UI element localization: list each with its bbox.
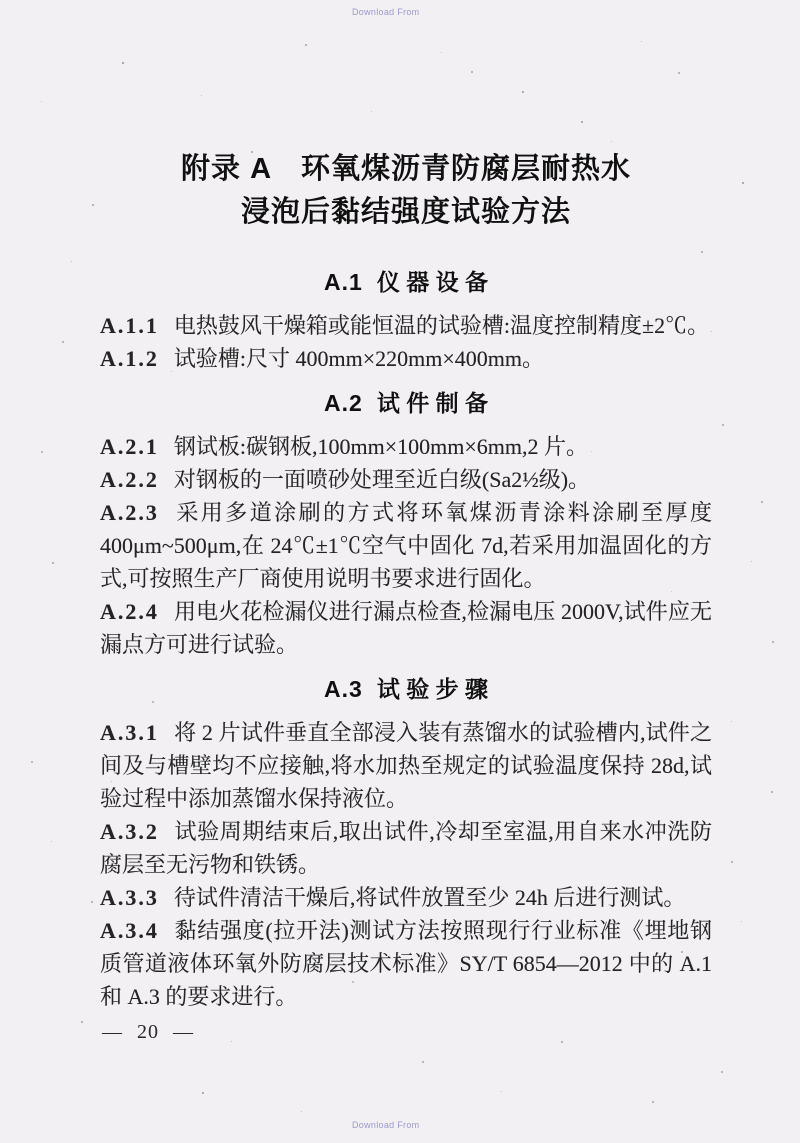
scan-noise-speckles-light [0,0,1,1]
section-a2 [100,387,712,661]
clause-text: 采用多道涂刷的方式将环氧煤沥青涂料涂刷至厚度 400μm~500μm,在 24℃±1℃空气中固化 7d,若采用加温固化的方式,可按照生产厂商使用说明书要求进行固化。 [100,500,712,591]
clause-number: A.3.1 [100,720,159,745]
clause-text: 电热鼓风干燥箱或能恒温的试验槽:温度控制精度±2℃。 [173,313,710,338]
clause-number: A.2.1 [100,434,159,459]
footer-dash-left: — [102,1021,123,1043]
section-number: A.2 [324,390,363,416]
section-name: 试 件 制 备 [376,390,488,416]
clause-number: A.1.1 [100,313,159,338]
footer-dash-right: — [173,1021,194,1043]
clause [100,496,712,595]
clause [100,716,712,815]
section-number: A.1 [324,269,363,295]
page-number: 20 [137,1021,159,1043]
clause-text: 待试件清洁干燥后,将试件放置至少 24h 后进行测试。 [173,885,686,910]
clause-number: A.3.2 [100,819,159,844]
section-a3 [100,673,712,1013]
clause [100,881,712,914]
clause-text: 试验周期结束后,取出试件,冷却至室温,用自来水冲洗防腐层至无污物和铁锈。 [100,819,712,877]
clause-number: A.2.2 [100,467,159,492]
section-heading [100,266,712,298]
clause-text: 对钢板的一面喷砂处理至近白级(Sa2½级)。 [173,467,591,492]
clause [100,815,712,881]
clause-text: 试验槽:尺寸 400mm×220mm×400mm。 [173,346,544,371]
clause-text: 用电火花检漏仪进行漏点检查,检漏电压 2000V,试件应无漏点方可进行试验。 [100,599,712,657]
section-name: 仪 器 设 备 [376,269,488,295]
clause [100,595,712,661]
section-heading [100,387,712,419]
watermark-bottom: Download From [352,1120,420,1130]
section-heading [100,673,712,705]
clause-number: A.3.3 [100,885,159,910]
clause-number: A.2.4 [100,599,159,624]
appendix-title [100,148,712,234]
clause [100,342,712,375]
clause-number: A.1.2 [100,346,159,371]
section-a1 [100,266,712,375]
section-number: A.3 [324,676,363,702]
clause-number: A.3.4 [100,918,159,943]
clause-text: 钢试板:碳钢板,100mm×100mm×6mm,2 片。 [173,434,588,459]
title-line-1: 附录 A 环氧煤沥青防腐层耐热水 [181,153,631,185]
clause [100,463,712,496]
clause [100,309,712,342]
clause [100,430,712,463]
clause-text: 将 2 片试件垂直全部浸入装有蒸馏水的试验槽内,试件之间及与槽壁均不应接触,将水加热至规定的试验温度保持 28d,试验过程中添加蒸馏水保持液位。 [100,720,712,811]
section-name: 试 验 步 骤 [376,676,488,702]
page-number-footer [102,1021,712,1044]
clause-text: 黏结强度(拉开法)测试方法按照现行行业标准《埋地钢质管道液体环氧外防腐层技术标准》SY/T 6854—2012 中的 A.1 和 A.3 的要求进行。 [100,918,712,1009]
clause-number: A.2.3 [100,500,159,525]
watermark-top: Download From [352,7,420,17]
page-content [100,0,712,1044]
clause [100,914,712,1013]
title-line-2: 浸泡后黏结强度试验方法 [240,196,571,228]
scan-noise-speckles [0,0,2,2]
